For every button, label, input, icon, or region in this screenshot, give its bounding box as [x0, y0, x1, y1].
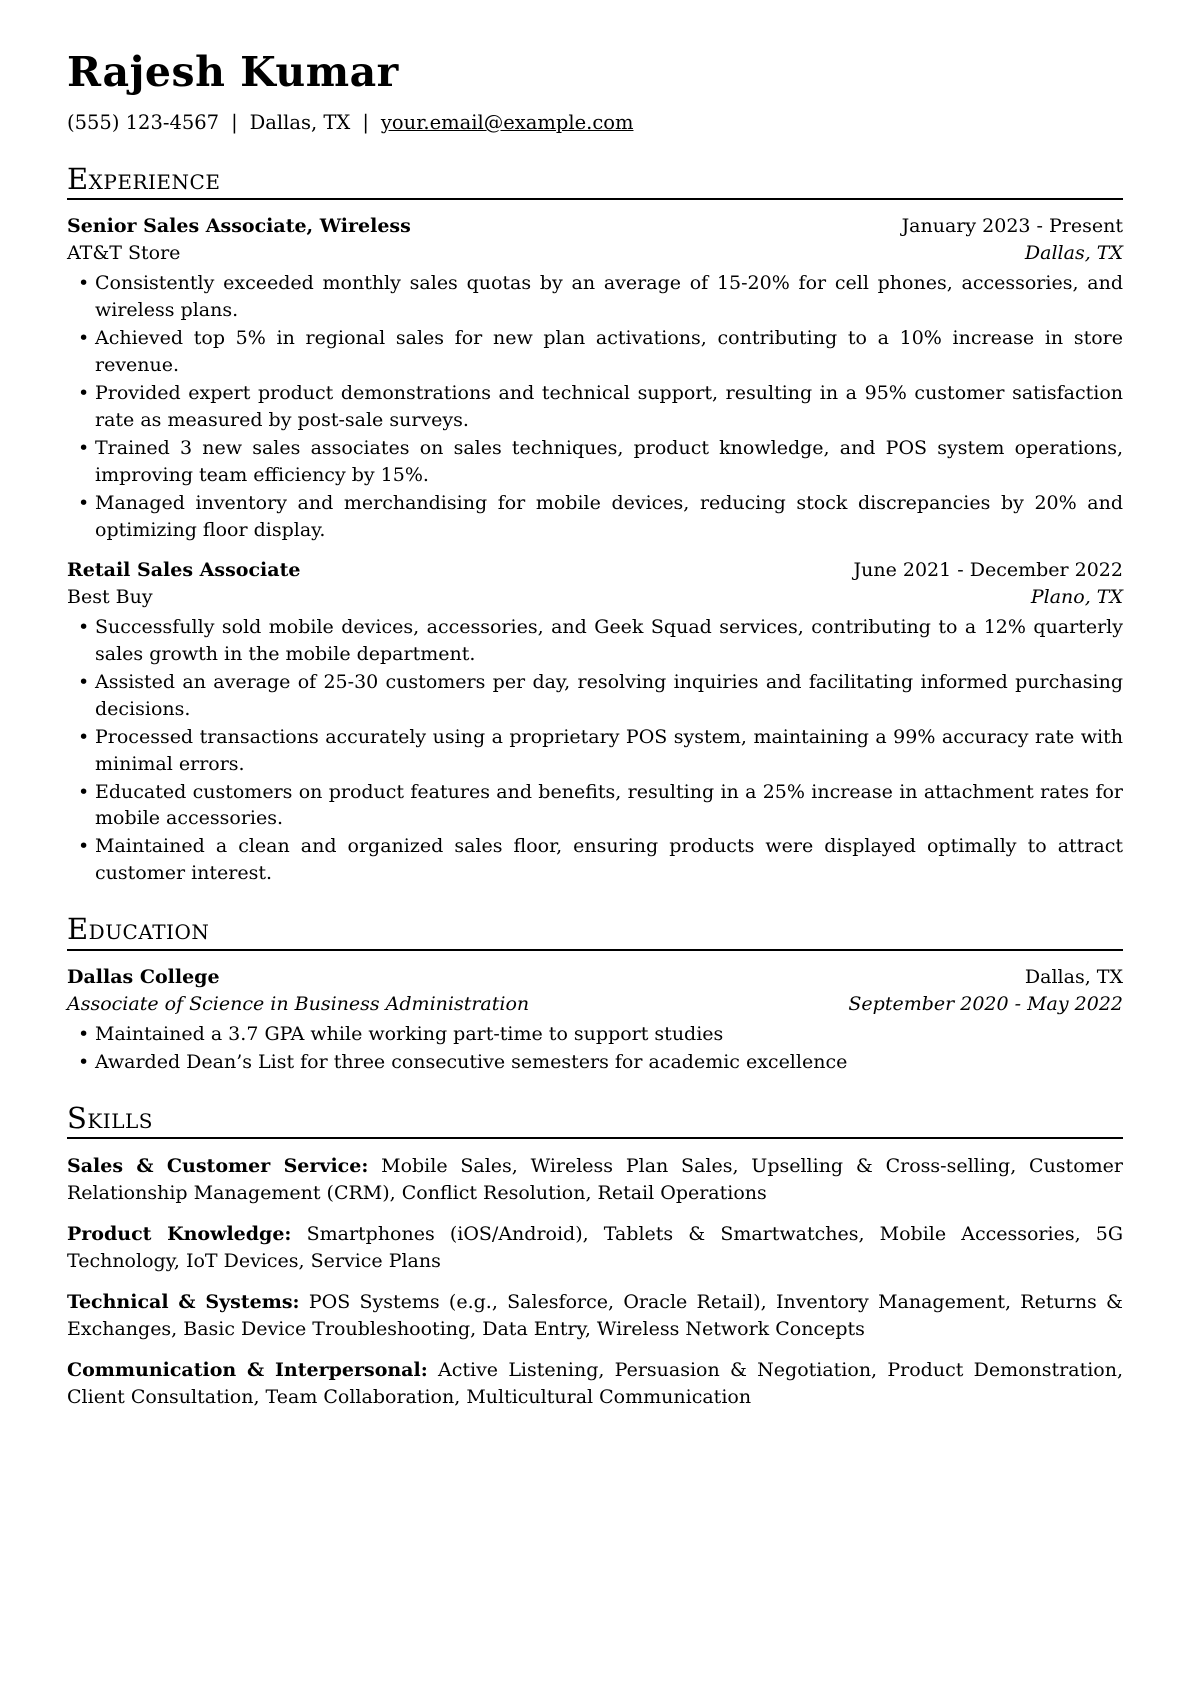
job-entry — [67, 557, 1123, 888]
skill-group-items: Smartphones (iOS/Android), Tablets & Smartwatches, Mobile Accessories, 5G Technology, IoT Devices, Service Plans — [67, 1222, 1123, 1272]
contact-separator: | — [231, 111, 238, 135]
job-dates: January 2023 - Present — [901, 215, 1123, 238]
job-bullet: • Consistently exceeded monthly sales quotas by an average of 15-20% for cell phones, accessories, and wireless plans. — [95, 270, 1123, 324]
skill-group — [67, 1357, 1123, 1411]
skill-group-label: Communication & Interpersonal: — [67, 1358, 428, 1381]
skill-group — [67, 1221, 1123, 1275]
school-location: Dallas, TX — [1024, 965, 1123, 988]
job-title: Senior Sales Associate, Wireless — [67, 215, 411, 238]
section-experience — [67, 163, 1123, 888]
skill-group-label: Sales & Customer Service: — [67, 1154, 369, 1177]
job-location: Dallas, TX — [1024, 242, 1123, 265]
section-education — [67, 913, 1123, 1075]
job-bullet: • Maintained a clean and organized sales floor, ensuring products were displayed optimally to attract customer interest. — [95, 833, 1123, 887]
job-bullet: • Successfully sold mobile devices, accessories, and Geek Squad services, contributing to a 12% quarterly sales growth in the mobile department. — [95, 614, 1123, 668]
skill-group-items: Active Listening, Persuasion & Negotiation, Product Demonstration, Client Consultation, Team Collaboration, Multicultural Communication — [67, 1358, 1123, 1408]
skill-group-label: Product Knowledge: — [67, 1222, 292, 1245]
school-name: Dallas College — [67, 965, 220, 988]
job-title: Retail Sales Associate — [67, 558, 301, 581]
contact-line — [67, 109, 1123, 137]
school-bullet: • Maintained a 3.7 GPA while working part-time to support studies — [95, 1021, 1123, 1048]
job-company: AT&T Store — [67, 242, 181, 265]
contact-separator: | — [362, 111, 369, 135]
skill-group-items: Mobile Sales, Wireless Plan Sales, Upselling & Cross-selling, Customer Relationship Management (CRM), Conflict Resolution, Retail Operations — [67, 1154, 1123, 1204]
job-company: Best Buy — [67, 585, 153, 608]
job-bullet: • Provided expert product demonstrations and technical support, resulting in a 95% customer satisfaction rate as measured by post-sale surveys. — [95, 380, 1123, 434]
contact-location: Dallas, TX — [249, 111, 351, 135]
school-bullet-list — [67, 1021, 1123, 1076]
job-entry — [67, 213, 1123, 544]
job-bullet: • Trained 3 new sales associates on sales techniques, product knowledge, and POS system operations, improving team efficiency by 15%. — [95, 435, 1123, 489]
experience-section-title: Experience — [67, 163, 1123, 200]
skill-group — [67, 1153, 1123, 1207]
skill-group — [67, 1289, 1123, 1343]
education-section-title: Education — [67, 913, 1123, 950]
job-bullet: • Assisted an average of 25-30 customers per day, resolving inquiries and facilitating informed purchasing decisions. — [95, 669, 1123, 723]
job-location: Plano, TX — [1030, 585, 1123, 608]
job-dates: June 2021 - December 2022 — [853, 558, 1123, 581]
job-bullet-list — [67, 270, 1123, 544]
job-bullet: • Processed transactions accurately using a proprietary POS system, maintaining a 99% accuracy rate with minimal errors. — [95, 724, 1123, 778]
school-dates: September 2020 - May 2022 — [848, 992, 1123, 1015]
school-entry — [67, 964, 1123, 1076]
job-bullet: • Managed inventory and merchandising for mobile devices, reducing stock discrepancies by 20% and optimizing floor display. — [95, 490, 1123, 544]
skill-group-items: POS Systems (e.g., Salesforce, Oracle Retail), Inventory Management, Returns & Exchanges, Basic Device Troubleshooting, Data Entry, Wireless Network Concepts — [67, 1290, 1123, 1340]
job-bullet: • Achieved top 5% in regional sales for new plan activations, contributing to a 10% increase in store revenue. — [95, 325, 1123, 379]
job-bullet-list — [67, 614, 1123, 888]
candidate-name: Rajesh Kumar — [67, 48, 399, 96]
skills-section-title: Skills — [67, 1102, 1123, 1139]
school-degree: Associate of Science in Business Administration — [67, 992, 530, 1015]
email-link[interactable]: your.email@example.com — [380, 111, 634, 135]
section-skills — [67, 1102, 1123, 1411]
school-bullet: • Awarded Dean’s List for three consecutive semesters for academic excellence — [95, 1049, 1123, 1076]
skill-group-label: Technical & Systems: — [67, 1290, 300, 1313]
phone-number: (555) 123-4567 — [67, 111, 220, 135]
job-bullet: • Educated customers on product features and benefits, resulting in a 25% increase in attachment rates for mobile accessories. — [95, 779, 1123, 833]
